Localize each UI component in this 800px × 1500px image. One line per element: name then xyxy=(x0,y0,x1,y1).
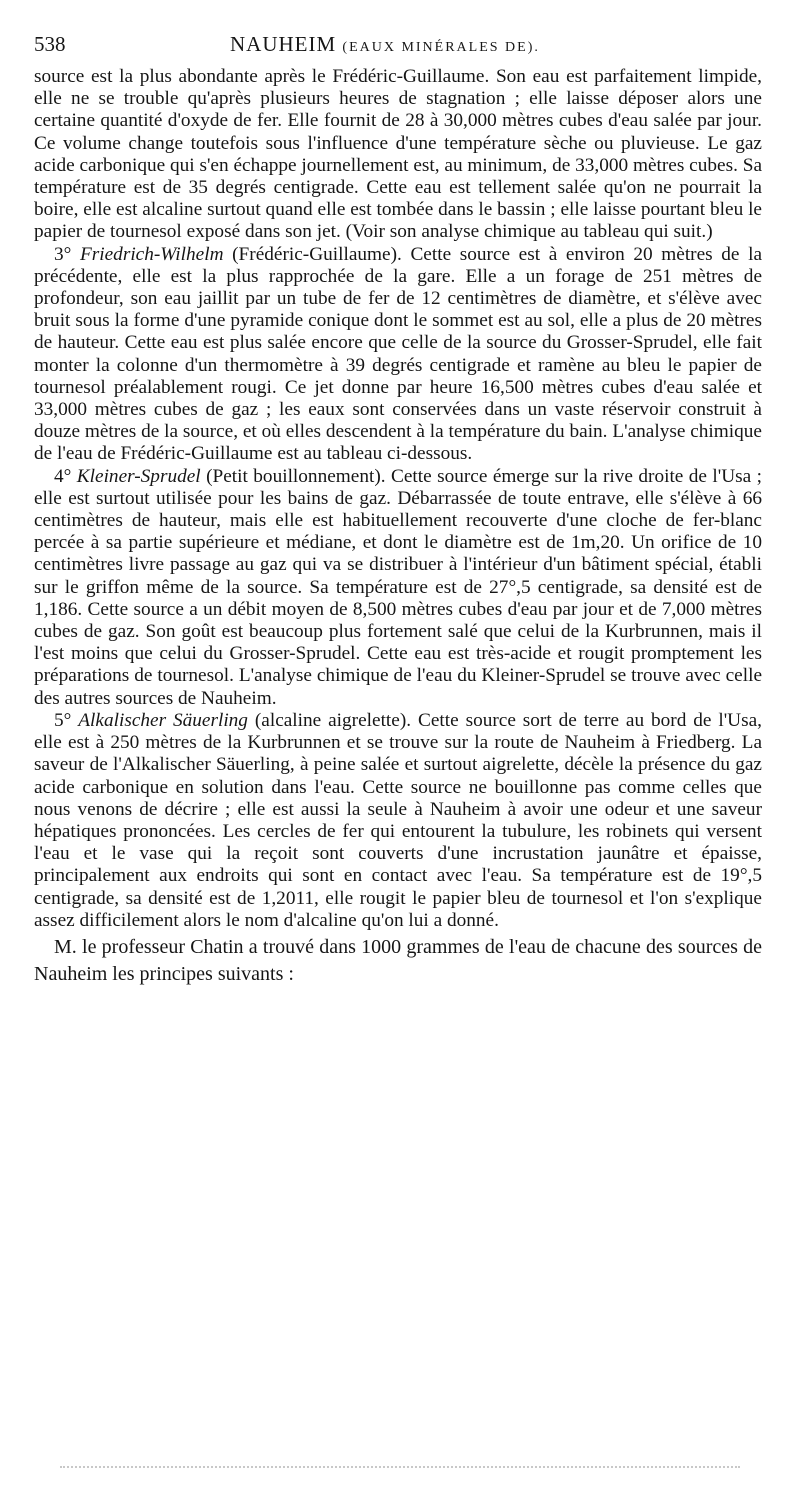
paragraph-chatin-analysis: M. le professeur Chatin a trouvé dans 1000 grammes de l'eau de chacune des sources de Nauheim les principes suivants : xyxy=(34,935,762,985)
source-name: Kleiner-Sprudel xyxy=(76,465,201,487)
page-number: 538 xyxy=(34,32,66,56)
paragraph-text: (alcaline aigrelette). Cette source sort de terre au bord de l'Usa, elle est à 250 mètres de la Kurbrunnen et se trouve sur la route de Nauheim à Friedberg. La saveur de l'Alkalischer Säuerling, à peine salée et surtout aigrelette, décèle la présence du gaz acide carbonique en solution dans l'eau. Cette source ne bouillonne pas comme celles que nous venons de décrire ; elle est aussi la seule à Nauheim à avoir une odeur et une saveur hépatiques prononcées. Les cercles de fer qui entourent la tubulure, les robinets qui versent l'eau et le vase qui la reçoit sont couverts d'une incrustation jaunâtre et épaisse, principalement aux endroits qui sont en contact avec l'eau. Sa température est de 19°,5 centigrade, sa densité est de 1,2011, elle rougit le papier bleu de tournesol et l'on s'explique assez difficilement alors le nom d'alcaline qu'on lui a donné. xyxy=(34,709,762,931)
running-title xyxy=(230,32,540,57)
running-title-main: NAUHEIM xyxy=(230,32,337,56)
paragraph-text: (Frédéric-Guillaume). Cette source est à environ 20 mètres de la précédente, elle est la plus rapprochée de la gare. Elle a un forage de 251 mètres de profondeur, son eau jaillit par un tube de fer de 12 centimètres de diamètre, et s'élève avec bruit sous la forme d'une pyramide conique dont le sommet est au sol, elle a plus de 20 mètres de hauteur. Cette eau est plus salée encore que celle de la source du Grosser-Sprudel, elle fait monter la colonne d'un thermomètre à 39 degrés centigrade et ramène au bleu le papier de tournesol préalablement rougi. Ce jet donne par heure 16,500 mètres cubes d'eau salée et 33,000 mètres cubes de gaz ; les eaux sont conservées dans un vaste réservoir construit à douze mètres de la source, et où elles descendent à la température du bain. L'analyse chimique de l'eau de Frédéric-Guillaume est au tableau ci-dessous. xyxy=(34,243,763,465)
bleed-through-trace xyxy=(60,1466,740,1472)
source-number: 3° xyxy=(54,243,72,265)
source-name: Alkalischer Säuerling xyxy=(78,709,248,731)
running-title-sub: (EAUX MINÉRALES DE). xyxy=(342,40,540,55)
paragraph-kleiner-sprudel xyxy=(34,466,762,710)
paragraph-kurbrunnen-continued: source est la plus abondante après le Frédéric-Guillaume. Son eau est parfaitement limpide, elle ne se trouble qu'après plusieurs heures de stagnation ; elle laisse déposer alors une certaine quantité d'oxyde de fer. Elle fournit de 28 à 30,000 mètres cubes d'eau salée par jour. Ce volume change toutefois sous l'influence d'une température sèche ou pluvieuse. Le gaz acide carbonique qui s'en échappe journellement est, au minimum, de 33,000 mètres cubes. Sa température est de 35 degrés centigrade. Cette eau est tellement salée qu'on ne pourrait la boire, elle est alcaline surtout quand elle est tombée dans le bassin ; elle laisse pourtant bleu le papier de tournesol exposé dans son jet. (Voir son analyse chimique au tableau qui suit.) xyxy=(34,66,762,243)
paragraph-text: (Petit bouillonnement). Cette source émerge sur la rive droite de l'Usa ; elle est surtout utilisée pour les bains de gaz. Débarrassée de toute entrave, elle s'élève à 66 centimètres de hauteur, mais elle est habituellement recouverte d'une cloche de fer-blanc percée à sa partie supérieure et médiane, et dont le diamètre est de 1m,20. Un orifice de 10 centimètres livre passage au gaz qui va se distribuer à l'intérieur d'un bâtiment spécial, établi sur le griffon même de la source. Sa température est de 27°,5 centigrade, sa densité est de 1,186. Cette source a un débit moyen de 8,500 mètres cubes d'eau par jour et de 7,000 mètres cubes de gaz. Son goût est beaucoup plus fortement salé que celui de la Kurbrunnen, mais il l'est moins que celui du Grosser-Sprudel. Cette eau est très-acide et rougit promptement les préparations de tournesol. L'analyse chimique de l'eau du Kleiner-Sprudel se trouve avec celle des autres sources de Nauheim. xyxy=(34,465,763,709)
paragraph-friedrich-wilhelm xyxy=(34,244,762,466)
body-text xyxy=(34,66,762,988)
source-number: 5° xyxy=(54,709,72,731)
paragraph-alkalischer-sauerling xyxy=(34,710,762,932)
running-header xyxy=(34,30,764,62)
source-name: Friedrich-Wilhelm xyxy=(79,243,224,265)
source-number: 4° xyxy=(54,465,72,487)
